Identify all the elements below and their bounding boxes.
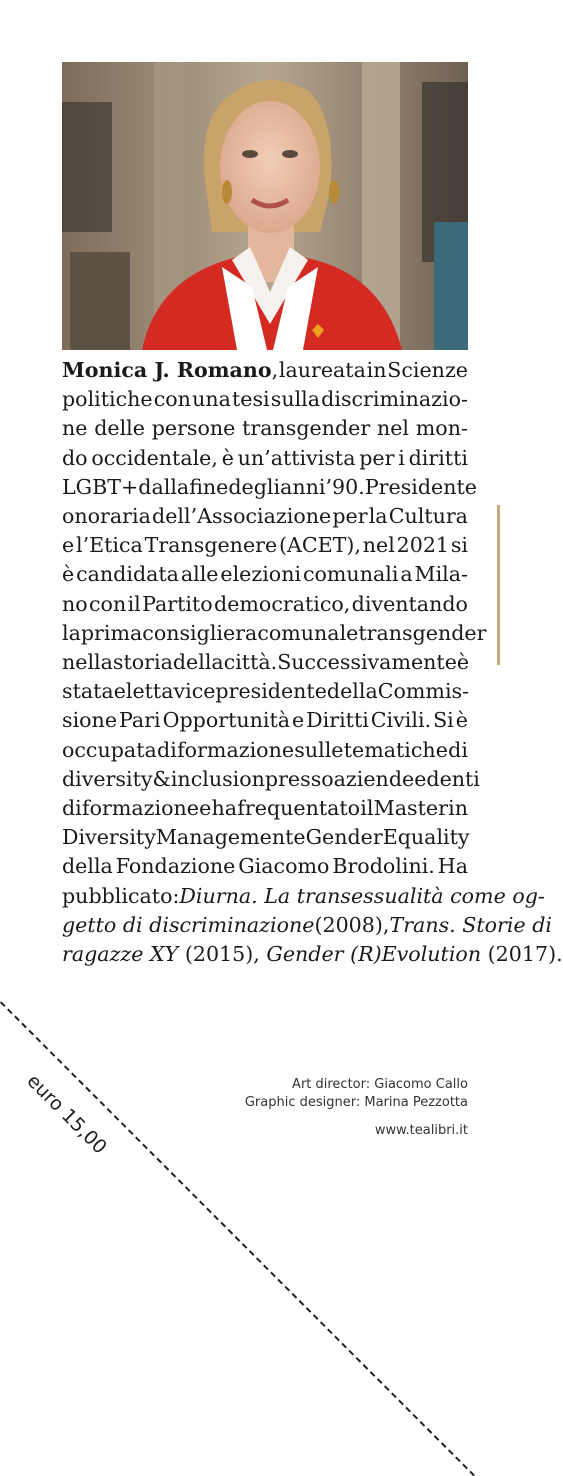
bio-word: per (332, 504, 368, 529)
art-director-credit: Art director: Giacomo Callo (292, 1077, 468, 1092)
bio-word: comunale (257, 620, 359, 645)
bio-word: della (172, 650, 224, 675)
bio-line (62, 648, 468, 677)
bio-line (62, 560, 468, 589)
bio-word: della (326, 679, 378, 704)
bio-word: ’90. (325, 474, 365, 499)
bio-word: Management (155, 825, 294, 850)
bio-word: formazione (177, 737, 295, 762)
bio-word: una (192, 387, 231, 412)
bio-word: anni (280, 474, 326, 499)
bio-word: Trans. Storie di (389, 912, 552, 937)
bio-word: inclusion (170, 766, 265, 791)
bio-word: frequentato (237, 796, 361, 821)
bio-word: in (366, 358, 387, 382)
bio-word: mon- (415, 416, 468, 441)
bio-line (62, 444, 468, 473)
publisher-website[interactable]: www.tealibri.it (374, 1123, 468, 1138)
bio-word: persone (151, 416, 236, 441)
bio-word: la (62, 620, 81, 645)
bio-word: onoraria (62, 504, 151, 529)
credits (245, 1076, 468, 1140)
bio-word: discriminazio- (321, 387, 468, 412)
bio-word: Giacomo (238, 854, 330, 879)
bio-word: Commis- (377, 679, 470, 704)
bio-word: è (455, 708, 468, 733)
bio-word: si (450, 533, 468, 558)
bio-word: formazione (81, 796, 199, 821)
bio-word: città. (223, 650, 278, 675)
bio-word: Gender (R)Evolution (266, 942, 482, 967)
bio-word: la (368, 504, 388, 529)
bio-word: candidata (76, 562, 179, 587)
bio-word: nella (62, 650, 113, 675)
bio-word: politiche (62, 387, 153, 412)
bio-line (62, 502, 468, 531)
bio-word: Diversity (62, 825, 156, 850)
cover-edge-strip (497, 505, 500, 665)
bio-word: di (157, 737, 177, 762)
bio-word: Transgenere (144, 533, 278, 558)
bio-word: della (62, 854, 113, 879)
bio-word: il (360, 796, 374, 821)
bio-word: dalla (138, 474, 190, 499)
bio-word: alle (180, 562, 219, 587)
bio-word: stata (62, 679, 114, 704)
bio-line (62, 356, 468, 385)
bio-word: (2015), (184, 942, 267, 967)
bio-word: democratico, (214, 591, 351, 616)
bio-word: occidentale, (91, 445, 218, 470)
bio-word: ragazze XY (62, 942, 179, 967)
bio-line (62, 385, 468, 414)
bio-word: vicepresidente (173, 679, 327, 704)
bio-word: sulle (294, 737, 344, 762)
bio-word: e (292, 708, 305, 733)
bio-word: è (456, 650, 470, 675)
bio-word: diritti (408, 445, 468, 470)
bio-word: Pari (118, 708, 161, 733)
bio-word: Ha (437, 854, 468, 879)
bio-word: getto di discriminazione (62, 912, 315, 937)
bio-line (62, 590, 468, 619)
bio-word: diventando (351, 591, 468, 616)
bio-word: Gender (305, 825, 383, 850)
graphic-designer-credit: Graphic designer: Marina Pezzotta (244, 1095, 468, 1110)
bio-word: pubblicato: (62, 883, 180, 908)
bio-word: Partito (142, 591, 213, 616)
price-label: euro 15,00 (22, 1070, 111, 1159)
bio-word: Opportunità (162, 708, 291, 733)
bio-word: i (398, 445, 405, 470)
bio-word: con (153, 387, 191, 412)
bio-word: in (448, 796, 468, 821)
bio-word: un’attivista (237, 445, 356, 470)
bio-line (62, 852, 468, 881)
bio-word: ed (414, 766, 440, 791)
bio-word: dell’Associazione (152, 504, 332, 529)
bio-word: Mila- (414, 562, 468, 587)
bio-word: Scienze (387, 358, 468, 382)
bio-word: (2008), (314, 912, 390, 937)
bio-word: transgender (358, 620, 487, 645)
bio-word: Master (373, 796, 448, 821)
bio-word: Si (433, 708, 454, 733)
bio-word: è (62, 562, 75, 587)
author-photo (62, 62, 468, 350)
bio-line (62, 911, 552, 940)
bio-line (62, 882, 545, 911)
bio-word: Cultura (388, 504, 468, 529)
bio-word: e (199, 796, 212, 821)
bio-word: (ACET), (278, 533, 361, 558)
bio-word: Presidente (364, 474, 477, 499)
bio-word: no (62, 591, 88, 616)
bio-line (62, 940, 563, 969)
bio-line (62, 677, 468, 706)
bio-word: è (221, 445, 234, 470)
bio-line (62, 619, 487, 648)
bio-word: Equality (382, 825, 470, 850)
bio-word: sione (62, 708, 118, 733)
bio-word: Fondazione (115, 854, 236, 879)
bio-word: nel (376, 416, 410, 441)
bio-word: nel (362, 533, 395, 558)
bio-word: a (400, 562, 413, 587)
bio-word: e (62, 533, 75, 558)
bio-word: (2017). (487, 942, 563, 967)
bio-line (62, 794, 468, 823)
bio-word: elezioni (220, 562, 302, 587)
bio-word: l’Etica (75, 533, 143, 558)
bio-word: tesi (232, 387, 270, 412)
bio-word: e (293, 825, 306, 850)
bio-word: eletta (113, 679, 174, 704)
bio-word: con (89, 591, 127, 616)
bio-word: laureata (278, 358, 366, 382)
bio-word: transgender (242, 416, 371, 441)
bio-word: ha (211, 796, 238, 821)
bio-word: di (62, 796, 82, 821)
bio-word: ne (62, 416, 88, 441)
bio-word: Brodolini. (332, 854, 435, 879)
bio-word: consigliera (142, 620, 258, 645)
bio-word: fine (189, 474, 229, 499)
bio-word: Diritti (306, 708, 369, 733)
bio-word: do (62, 445, 88, 470)
bio-word: diversity (62, 766, 153, 791)
bio-word: Diurna. La transessualità come og- (179, 883, 545, 908)
bio-word: prima (80, 620, 143, 645)
bio-word: sulla (270, 387, 321, 412)
bio-line (62, 823, 468, 852)
bio-word: occupata (62, 737, 157, 762)
bio-line (62, 736, 468, 765)
bio-word: degli (228, 474, 281, 499)
bio-word: delle (94, 416, 145, 441)
bio-line (62, 414, 468, 443)
author-biography (62, 356, 563, 969)
bio-word: 2021 (396, 533, 450, 558)
bio-word: di (448, 737, 468, 762)
bio-word: presso (264, 766, 334, 791)
bio-word: Monica J. Romano, (62, 358, 279, 382)
bio-word: LGBT+ (62, 474, 139, 499)
bio-word: Successivamente (277, 650, 457, 675)
bio-word: comunali (302, 562, 399, 587)
bio-word: storia (112, 650, 173, 675)
bio-word: aziende (333, 766, 415, 791)
bio-word: & (152, 766, 171, 791)
bio-word: tematiche (343, 737, 448, 762)
bio-word: enti (439, 766, 480, 791)
bio-line (62, 706, 468, 735)
bio-word: per (359, 445, 395, 470)
bio-word: Civili. (370, 708, 432, 733)
bio-line (62, 473, 477, 502)
bio-line (62, 531, 468, 560)
bio-line (62, 765, 480, 794)
cut-line (0, 980, 475, 1476)
bio-word: il (127, 591, 141, 616)
